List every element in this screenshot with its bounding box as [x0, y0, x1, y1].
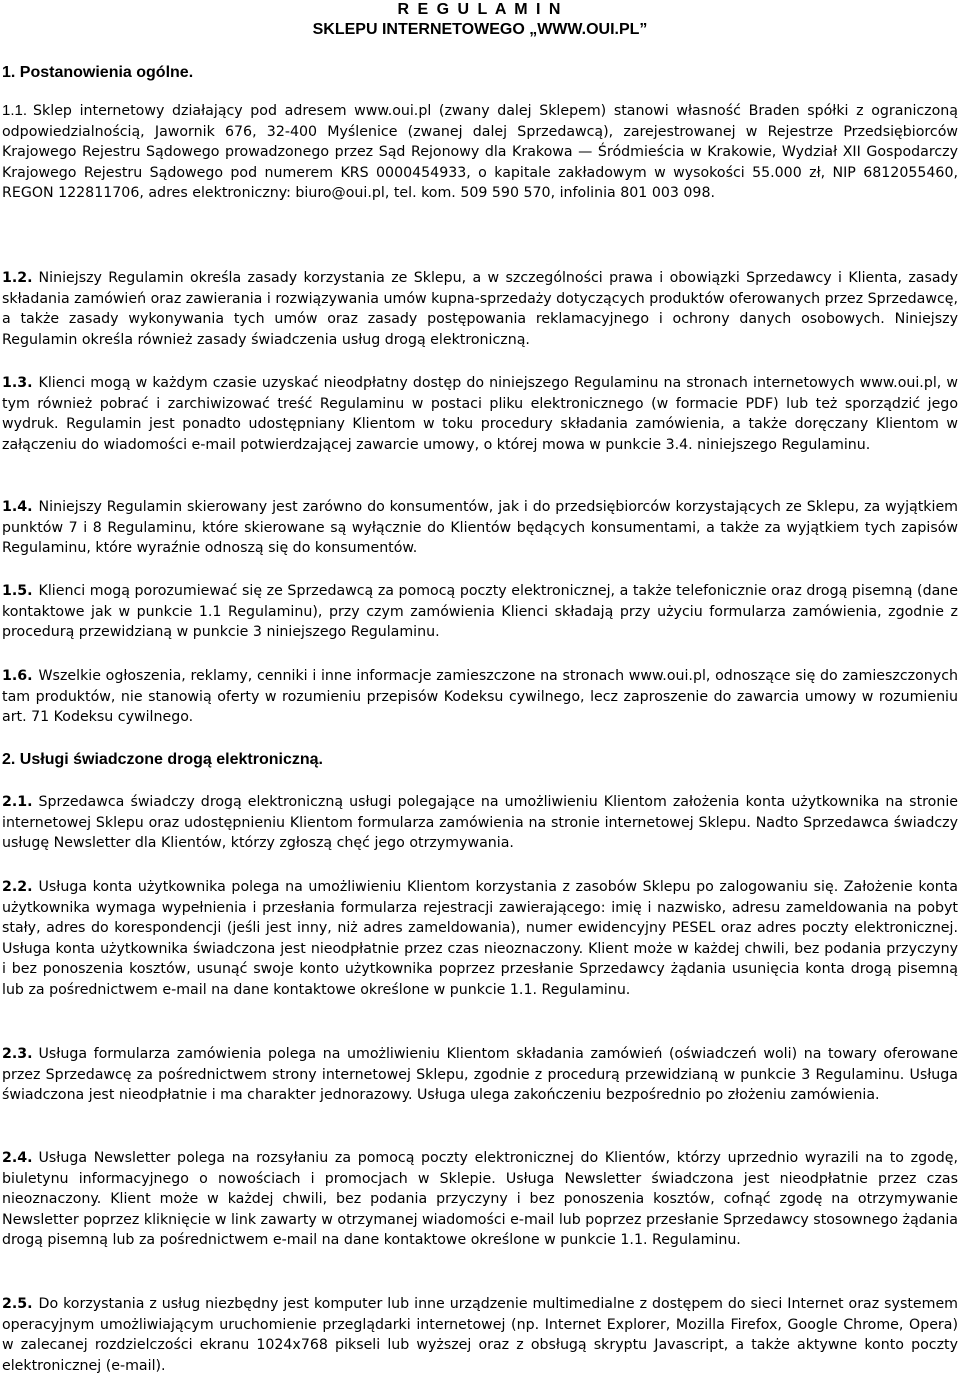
paragraph-text: Usługa formularza zamówienia polega na umożliwieniu Klientom składania zamówień (oświadczeń woli) na towary oferowane przez Sprzedawcę za pośrednictwem strony internetowej Sklepu, zgodnie z procedurą przewidzianą w punkcie 3 Regulaminu. Usługa świadczona jest nieodpłatnie i ma charakter jednorazowy. Usługa ulega zakończeniu bezpośrednio po złożeniu zamówienia. — [2, 1046, 958, 1103]
paragraph-text: Sklep internetowy działający pod adresem www.oui.pl (zwany dalej Sklepem) stanowi własność Braden spółki z ograniczoną odpowiedzialnością, Jawornik 676, 32-400 Myślenice (zwanej dalej Sprzedawcą), zarejestrowanej w Rejestrze Przedsiębiorców Krajowego Rejestru Sądowego prowadzonego przez Sąd Rejonowy dla Krakowa — Śródmieścia w Krakowie, Wydział XII Gospodarczy Krajowego Rejestru Sądowego pod numerem KRS 0000454933, o kapitale zakładowym w wysokości 55.000 zł, NIP 6812055460, REGON 122811706, adres elektroniczny: biuro@oui.pl, tel. kom. 509 590 570, infolinia 801 003 098. — [2, 103, 958, 201]
paragraph-2-1 — [2, 792, 958, 854]
paragraph-2-3 — [2, 1044, 958, 1106]
paragraph-text: Wszelkie ogłoszenia, reklamy, cenniki i inne informacje zamieszczone na stronach www.oui.pl, odnoszące się do zamieszczonych tam produktów, nie stanowią oferty w rozumieniu przepisów Kodeksu cywilnego, lecz zaproszenie do zawarcia umowy w rozumieniu art. 71 Kodeksu cywilnego. — [2, 668, 958, 725]
paragraph-number: 1.2. — [2, 270, 33, 286]
paragraph-text: Do korzystania z usług niezbędny jest komputer lub inne urządzenie multimedialne z dostępem do sieci Internet oraz systemem operacyjnym umożliwiającym uruchomienie przeglądarki internetowej (np. Internet Explorer, Mozilla Firefox, Google Chrome, Opera) w zalecanej rozdzielczości ekranu 1024x768 pikseli lub wyższej oraz z obsługą skryptu Javascript, a także aktywne konto poczty elektronicznej (e-mail). — [2, 1296, 958, 1374]
paragraph-number: 2.2. — [2, 879, 33, 895]
paragraph-text: Usługa konta użytkownika polega na umożliwieniu Klientom korzystania z zasobów Sklepu po zalogowaniu się. Założenie konta użytkownika wymaga wypełnienia i przesłania formularza rejestracji zawierającego: imię i nazwisko, adresu zameldowania na pobyt stały, adres do korespondencji (jeśli jest inny, niż adres zameldowania), numer ewidencyjny PESEL oraz adres poczty elektronicznej. Usługa konta użytkownika świadczona jest nieodpłatnie przez czas nieoznaczony. Klient może w każdej chwili, bez podania przyczyny i bez ponoszenia kosztów, usunąć swoje konto użytkownika poprzez przesłanie Sprzedawcy żądania usunięcia konta drogą pisemną lub za pośrednictwem e-mail na dane kontaktowe określone w punkcie 1.1. Regulaminu. — [2, 879, 958, 998]
paragraph-text: Sprzedawca świadczy drogą elektroniczną usługi polegające na umożliwieniu Klientom założenia konta użytkownika na stronie internetowej Sklepu oraz udostępnieniu Klientom formularza zamówienia na stronie internetowej Sklepu. Nadto Sprzedawca świadczy usługę Newsletter dla Klientów, którzy zgłoszą chęć jego otrzymywania. — [2, 794, 958, 851]
document-subtitle: SKLEPU INTERNETOWEGO „WWW.OUI.PL” — [312, 21, 648, 38]
paragraph-number: 2.3. — [2, 1046, 33, 1062]
section-heading-general: 1. Postanowienia ogólne. — [2, 64, 194, 81]
paragraph-1-6 — [2, 666, 958, 728]
paragraph-number: 2.4. — [2, 1150, 33, 1166]
paragraph-2-5 — [2, 1294, 958, 1376]
paragraph-text: Klienci mogą w każdym czasie uzyskać nieodpłatny dostęp do niniejszego Regulaminu na stronach internetowych www.oui.pl, w tym również pobrać i zarchiwizować treść Regulaminu w postaci pliku elektronicznego (w formacie PDF) lub też sporządzić jego wydruk. Regulamin jest ponadto udostępniany Klientom w toku procedury składania zamówienia, a także doręczany Klientom w załączeniu do wiadomości e-mail potwierdzającej zawarcie umowy, o której mowa w punkcie 3.4. niniejszego Regulaminu. — [2, 375, 958, 453]
section-heading-electronic-services: 2. Usługi świadczone drogą elektroniczną. — [2, 751, 323, 768]
paragraph-text: Niniejszy Regulamin określa zasady korzystania ze Sklepu, a w szczególności prawa i obowiązki Sprzedawcy i Klienta, zasady składania zamówień oraz zawierania i rozwiązywania umów kupna-sprzedaży dotyczących produktów oferowanych przez Sprzedawcę, a także zasady wykonywania tych umów oraz zasady postępowania reklamacyjnego i ochrony danych osobowych. Niniejszy Regulamin określa również zasady świadczenia usług drogą elektroniczną. — [2, 270, 958, 348]
paragraph-number: 1.5. — [2, 583, 33, 599]
paragraph-1-3 — [2, 373, 958, 455]
paragraph-1-5 — [2, 581, 958, 643]
paragraph-number: 1.6. — [2, 668, 33, 684]
paragraph-1-4 — [2, 497, 958, 559]
paragraph-1-2 — [2, 268, 958, 350]
paragraph-2-2 — [2, 877, 958, 1000]
paragraph-1-1 — [2, 101, 958, 204]
paragraph-number: 1.1. — [2, 102, 28, 119]
paragraph-number: 1.3. — [2, 375, 33, 391]
paragraph-text: Klienci mogą porozumiewać się ze Sprzedawcą za pomocą poczty elektronicznej, a także telefonicznie oraz drogą pisemną (dane kontaktowe jak w punkcie 1.1 Regulaminu), przy czym zamówienia Klienci składają przy użyciu formularza zamówienia, zgodnie z procedurą przewidzianą w punkcie 3 niniejszego Regulaminu. — [2, 583, 958, 640]
paragraph-number: 2.1. — [2, 794, 33, 810]
paragraph-text: Usługa Newsletter polega na rozsyłaniu za pomocą poczty elektronicznej do Klientów, którzy uprzednio wyrazili na to zgodę, biuletynu informacyjnego o nowościach i promocjach w Sklepie. Usługa Newsletter świadczona jest nieodpłatnie przez czas nieoznaczony. Klient może w każdej chwili, bez podania przyczyny i bez ponoszenia kosztów, cofnąć zgodę na otrzymywanie Newsletter poprzez kliknięcie w link zawarty w otrzymanej wiadomości e-mail lub poprzez przesłanie Sprzedawcy stosownego żądania drogą pisemną lub za pośrednictwem e-mail na dane kontaktowe określone w punkcie 1.1. Regulaminu. — [2, 1150, 958, 1248]
paragraph-2-4 — [2, 1148, 958, 1251]
paragraph-number: 1.4. — [2, 499, 33, 515]
paragraph-text: Niniejszy Regulamin skierowany jest zarówno do konsumentów, jak i do przedsiębiorców korzystających ze Sklepu, za wyjątkiem punktów 7 i 8 Regulaminu, które skierowane są wyłącznie do Klientów będących konsumentami, a także za wyjątkiem tych zapisów Regulaminu, które wyraźnie odnoszą się do konsumentów. — [2, 499, 958, 556]
document-title: R E G U L A M I N — [397, 1, 563, 18]
paragraph-number: 2.5. — [2, 1296, 33, 1312]
